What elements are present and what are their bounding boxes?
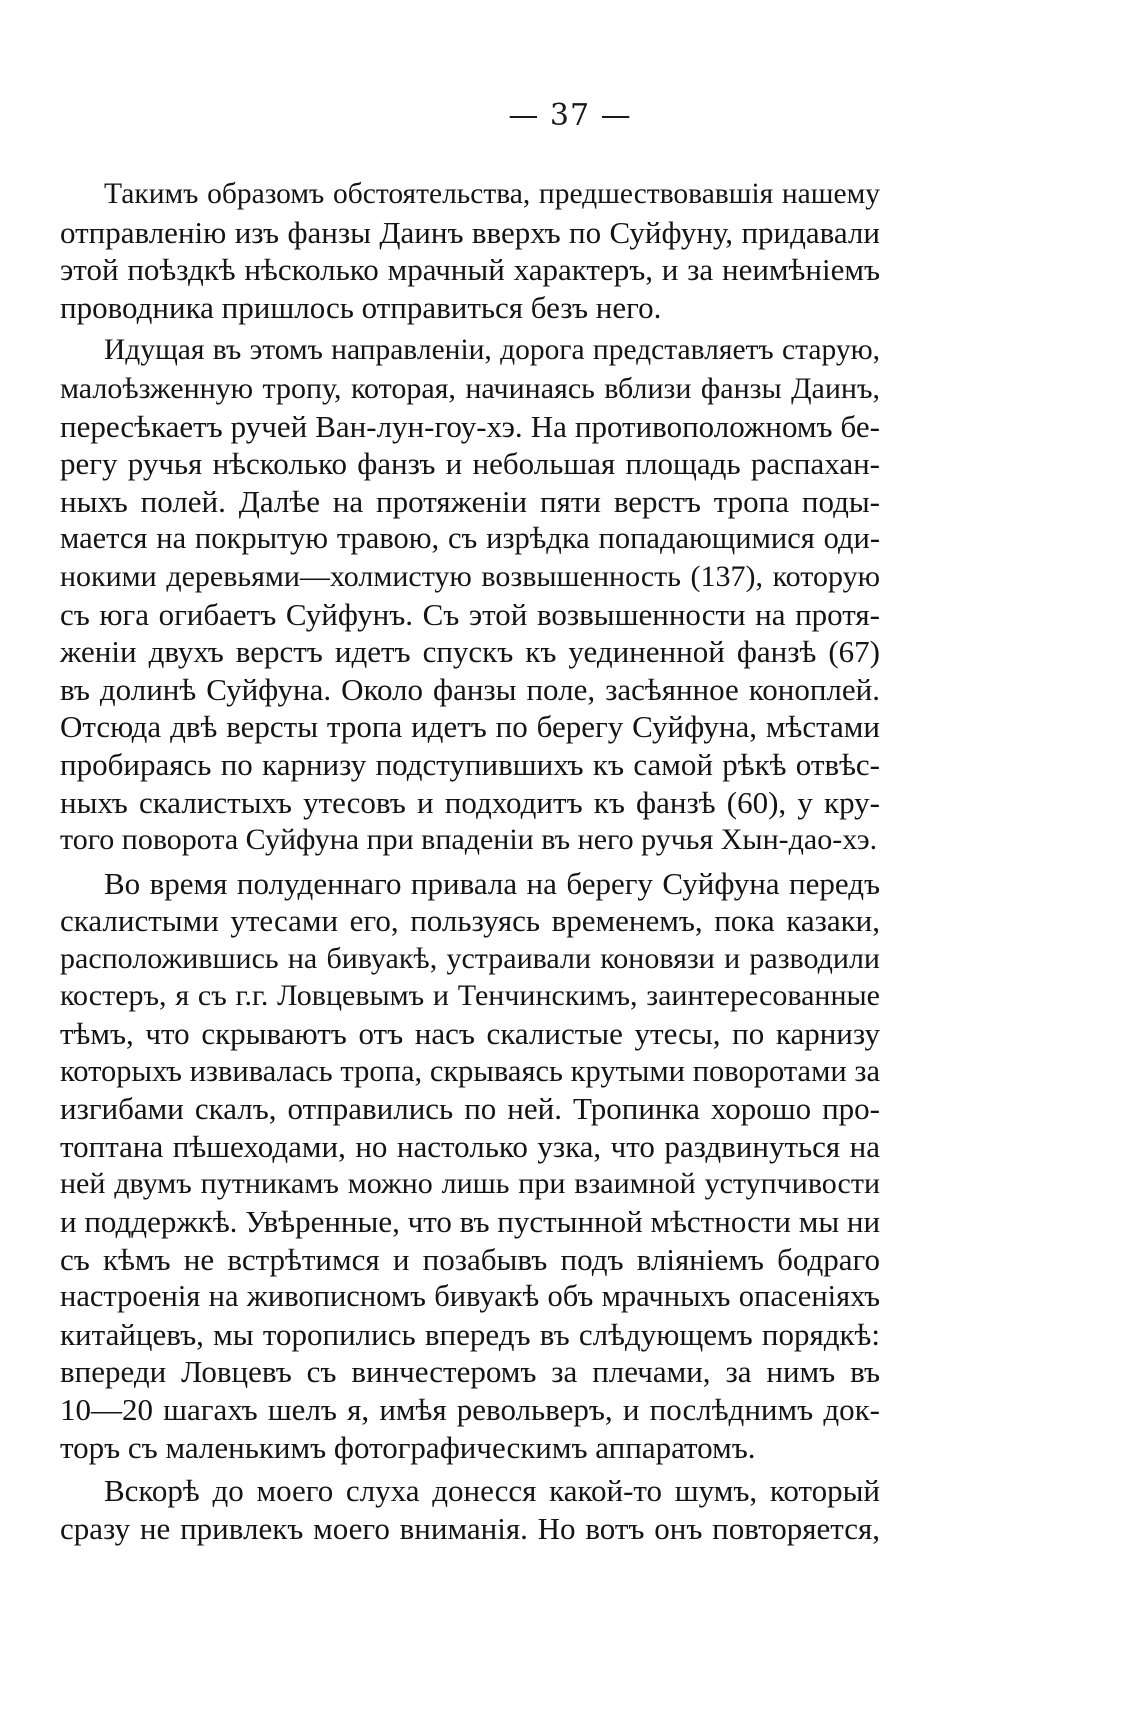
text-line: Вскорѣ до моего слуха донесся какой-то шумъ, который <box>104 1473 880 1509</box>
text-line: мается на покрытую травою, съ изрѣдка попадающимися оди- <box>60 521 880 556</box>
text-line: 10—20 шагахъ шелъ я, имѣя револьверъ, и послѣднимъ док- <box>60 1392 880 1427</box>
body-text <box>60 176 880 1553</box>
text-line: ныхъ скалистыхъ утесовъ и подходитъ къ фанзѣ (60), у кру- <box>60 784 880 820</box>
text-line: пересѣкаетъ ручей Ван-лун-гоу-хэ. На противоположномъ бе- <box>60 408 880 444</box>
text-line: которыхъ извивалась тропа, скрываясь крутыми поворотами за <box>60 1053 880 1088</box>
text-line: проводника пришлось отправиться безъ него. <box>60 289 662 325</box>
text-line: Идущая въ этомъ направленіи, дорога представляетъ старую, <box>104 334 880 367</box>
text-line: Во время полуденнаго привала на берегу Суйфуна передъ <box>104 865 880 901</box>
text-line: впереди Ловцевъ съ винчестеромъ за плечами, за нимъ въ <box>60 1354 880 1390</box>
text-line: ней двумъ путникамъ можно лишь при взаимной уступчивости <box>60 1167 880 1201</box>
text-line: отправленію изъ фанзы Даинъ вверхъ по Суйфуну, придавали <box>60 214 880 250</box>
text-line: съ юга огибаетъ Суйфунъ. Съ этой возвышенности на протя- <box>60 596 880 632</box>
text-line: расположившись на бивуакѣ, устраивали коновязи и разводили <box>60 941 880 975</box>
text-line: женіи двухъ верстъ идетъ спускъ къ уединенной фанзѣ (67) <box>60 634 880 670</box>
paragraph-1 <box>60 176 880 326</box>
text-line: Такимъ образомъ обстоятельства, предшествовавшія нашему <box>104 178 880 210</box>
text-line: нокими деревьями—холмистую возвышенность (137), которую <box>60 559 880 593</box>
text-line: пробираясь по карнизу подступившихъ къ самой рѣкѣ отвѣс- <box>60 746 880 782</box>
paragraph-2 <box>60 332 880 858</box>
text-line: сразу не привлекъ моего вниманія. Но вотъ онъ повторяется, <box>60 1510 880 1546</box>
text-line: костеръ, я съ г.г. Ловцевымъ и Тенчинскимъ, заинтересованные <box>60 979 880 1013</box>
text-line: скалистыми утесами его, пользуясь временемъ, пока казаки, <box>60 903 880 939</box>
text-line: съ кѣмъ не встрѣтимся и позабывъ подъ вліяніемъ бодраго <box>60 1241 880 1277</box>
text-line: ныхъ полей. Далѣе на протяженіи пяти верстъ тропа поды- <box>60 483 880 519</box>
text-line: этой поѣздкѣ нѣсколько мрачный характеръ, и за неимѣніемъ <box>60 252 880 288</box>
page-number: — 37 — <box>508 98 632 133</box>
paragraph-3 <box>60 865 880 1467</box>
text-line: Отсюда двѣ версты тропа идетъ по берегу Суйфуна, мѣстами <box>60 709 880 745</box>
text-line: китайцевъ, мы торопились впередъ въ слѣдующемъ порядкѣ: <box>60 1316 880 1352</box>
text-line: и поддержкѣ. Увѣренные, что въ пустынной мѣстности мы ни <box>60 1204 881 1240</box>
text-line: регу ручья нѣсколько фанзъ и небольшая площадь распахан- <box>60 446 880 482</box>
text-line: того поворота Суйфуна при впаденіи въ него ручья Хын-дао-хэ. <box>60 823 878 857</box>
text-line: топтана пѣшеходами, но настолько узка, что раздвинуться на <box>60 1128 880 1164</box>
paragraph-4 <box>60 1472 880 1547</box>
text-line: тѣмъ, что скрываютъ отъ насъ скалистые утесы, по карнизу <box>60 1016 880 1052</box>
text-line: торъ съ маленькимъ фотографическимъ аппаратомъ. <box>60 1429 756 1465</box>
text-line: изгибами скалъ, отправились по ней. Тропинка хорошо про- <box>60 1091 880 1127</box>
text-line: малоѣзженную тропу, которая, начинаясь вблизи фанзы Даинъ, <box>60 371 880 405</box>
text-line: настроенія на живописномъ бивуакѣ объ мрачныхъ опасеніяхъ <box>60 1279 880 1314</box>
text-line: въ долинѣ Суйфуна. Около фанзы поле, засѣянное коноплей. <box>60 671 880 707</box>
